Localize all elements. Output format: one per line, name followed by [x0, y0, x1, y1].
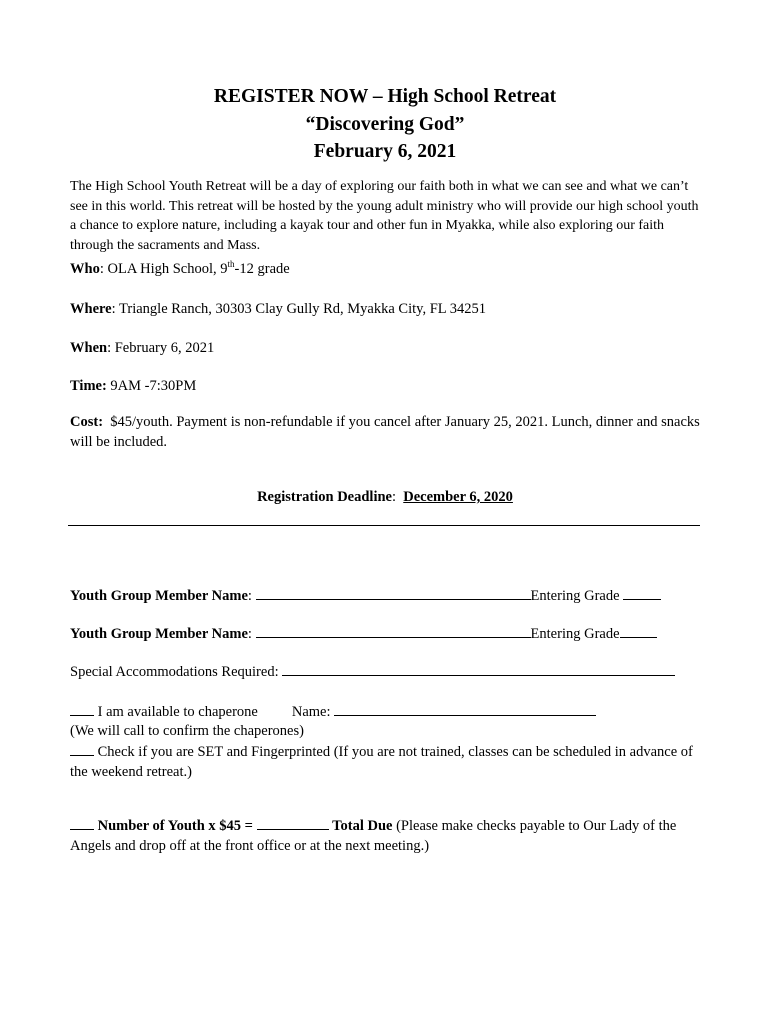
who-value: OLA High School, 9 — [107, 261, 228, 277]
special-accommodations-field[interactable] — [282, 661, 675, 676]
special-accommodations-row — [70, 661, 675, 682]
special-accommodations-label: Special Accommodations Required: — [70, 664, 279, 680]
chaperone-confirm-note: (We will call to confirm the chaperones) — [70, 723, 304, 739]
chaperone-name-field[interactable] — [334, 701, 596, 716]
member-name-label-1: Youth Group Member Name — [70, 588, 248, 604]
chaperone-label: I am available to chaperone — [97, 704, 258, 720]
when-value: February 6, 2021 — [114, 340, 215, 356]
grade-field-2[interactable] — [620, 623, 657, 638]
total-due-row — [70, 815, 700, 856]
retreat-theme: “Discovering God” — [305, 113, 465, 135]
grade-field-1[interactable] — [623, 585, 661, 600]
title-block — [0, 83, 770, 166]
grade-label-2: Entering Grade — [530, 626, 620, 642]
cost-value: $45/youth. Payment is non-refundable if you cancel after January 25, 2021. Lunch, dinner and snacks will be included. — [70, 414, 700, 450]
set-fingerprint-checkbox[interactable] — [70, 741, 94, 756]
grade-label-1: Entering Grade — [530, 588, 620, 604]
chaperone-name-label: Name: — [291, 704, 331, 720]
time-line — [70, 376, 196, 396]
set-fingerprint-text: Check if you are SET and Fingerprinted (If you are not trained, classes can be scheduled in advance of the weekend retreat.) — [70, 744, 693, 780]
youth-count-label: Number of Youth x $45 = — [97, 818, 253, 834]
set-fingerprint-row — [70, 741, 700, 782]
deadline-date: December 6, 2020 — [403, 489, 513, 505]
who-value-end: -12 grade — [234, 261, 290, 277]
cost-line — [70, 412, 700, 452]
total-due-field[interactable] — [257, 815, 329, 830]
payment-note: (Please make checks payable to Our Lady of the Angels and drop off at the front office or at the next meeting.) — [70, 818, 677, 854]
page-title: REGISTER NOW – High School Retreat — [213, 86, 557, 107]
chaperone-checkbox[interactable] — [70, 701, 94, 716]
when-label: When — [70, 340, 108, 356]
registration-deadline: Registration Deadline: December 6, 2020 — [257, 489, 513, 505]
where-label: Where — [70, 301, 112, 317]
member-name-field-2[interactable] — [256, 623, 531, 638]
member-name-row-1: Youth Group Member Name: Entering Grade — [70, 585, 661, 606]
intro-paragraph: The High School Youth Retreat will be a day of exploring our faith both in what we can see and what we can’t see in this world. This retreat will be hosted by the young adult ministry who will provide our high school youth a chance to explore nature, including a kayak tour and other fun in Myakka, while also exploring our faith through the sacraments and Mass. — [70, 179, 699, 253]
youth-count-field[interactable] — [70, 815, 94, 830]
where-line: Where: Triangle Ranch, 30303 Clay Gully Rd, Myakka City, FL 34251 — [70, 301, 486, 317]
cost-label: Cost: — [70, 414, 104, 430]
member-name-field-1[interactable] — [256, 585, 531, 600]
member-name-label-2: Youth Group Member Name — [70, 626, 248, 642]
chaperone-row — [70, 701, 596, 722]
when-line: When: February 6, 2021 — [70, 340, 215, 356]
member-name-row-2: Youth Group Member Name: Entering Grade — [70, 623, 657, 644]
total-due-label: Total Due — [332, 818, 393, 834]
time-label: Time: — [70, 378, 107, 394]
where-value: Triangle Ranch, 30303 Clay Gully Rd, Myakka City, FL 34251 — [119, 301, 486, 317]
who-line: Who: OLA High School, 9th-12 grade — [70, 259, 290, 277]
who-label: Who — [70, 261, 100, 277]
who-superscript: th — [227, 259, 235, 270]
retreat-date: February 6, 2021 — [313, 141, 457, 162]
section-divider — [68, 525, 700, 526]
time-value: 9AM -7:30PM — [110, 378, 197, 394]
deadline-label: Registration Deadline — [257, 489, 392, 505]
